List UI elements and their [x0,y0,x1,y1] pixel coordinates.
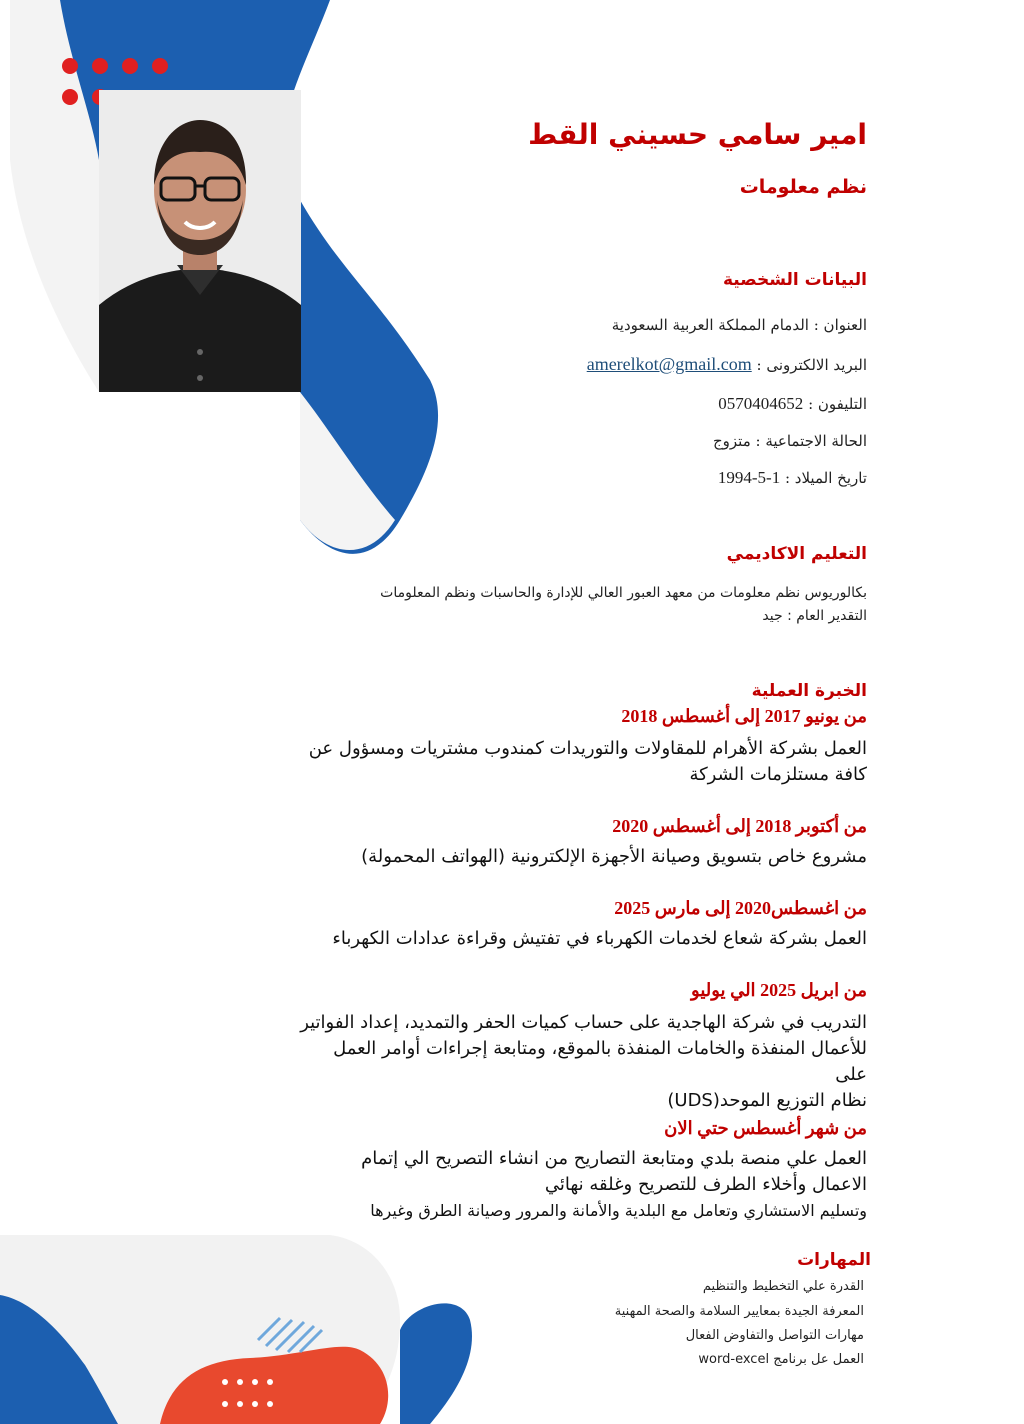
personal-heading: البيانات الشخصية [722,270,867,290]
address-value: الدمام المملكة العربية السعودية [611,316,809,334]
job-line: العمل بشركة الأهرام للمقاولات والتوريدات كمندوب مشتريات ومسؤول عن [308,738,867,759]
job-line: نظام التوزيع الموحد(UDS) [667,1090,867,1111]
job-line: للأعمال المنفذة والخامات المنفذة بالموقع، ومتابعة إجراءات أوامر العمل على [333,1038,867,1085]
education-grade: التقدير العام : جيد [762,608,867,624]
phone-value: 0570404652 [718,394,804,413]
email-line [587,354,867,375]
job-description [297,926,867,952]
phone-label: التليفون : [808,395,867,413]
job-line: كافة مستلزمات الشركة [689,764,867,785]
marital-line [713,432,867,450]
job-line: الاعمال وأخلاء الطرف للتصريح وغلقه نهائي [544,1174,867,1195]
skill-item: مهارات التواصل والتفاوض الفعال [685,1328,864,1343]
candidate-name: امير سامي حسيني القط [528,118,867,151]
skills-heading: المهارات [797,1250,871,1270]
skill-item: المعرفة الجيدة بمعايير السلامة والصحة المهنية [614,1304,864,1319]
job-description [297,1010,867,1114]
education-heading: التعليم الاكاديمي [726,544,867,564]
job-line: العمل علي منصة بلدي ومتابعة التصاريح من انشاء التصريح الي إتمام [361,1148,867,1169]
birth-value: 1994-5-1 [717,468,781,487]
marital-value: متزوج [712,432,751,450]
job-title: نظم معلومات [739,176,867,198]
address-line [612,316,867,334]
skill-item: العمل عل برنامج word-excel [698,1352,864,1367]
marital-label: الحالة الاجتماعية : [755,432,867,450]
job-description [297,844,867,870]
birth-label: تاريخ الميلاد : [784,469,867,487]
job-line: وتسليم الاستشاري وتعامل مع البلدية والأمانة والمرور وصيانة الطرق وغيرها [370,1201,867,1220]
job-line: مشروع خاص بتسويق وصيانة الأجهزة الإلكترونية (الهواتف المحمولة) [361,846,867,867]
profile-photo [99,90,301,392]
education-degree: بكالوريوس نظم معلومات من معهد العبور العالي للإدارة والحاسبات ونظم المعلومات [380,585,867,601]
job-line: التدريب في شركة الهاجدية على حساب كميات الحفر والتمديد، إعداد الفواتير [300,1012,867,1033]
email-label: البريد الالكترونى : [756,356,867,374]
job-description [297,1146,867,1224]
experience-heading: الخبرة العملية [751,681,867,701]
address-label: العنوان : [813,316,867,334]
job-period: من أكتوبر 2018 إلى أغسطس 2020 [612,816,867,836]
email-link[interactable]: amerelkot@gmail.com [586,354,752,374]
job-period: من ابريل 2025 الي يوليو [691,980,867,1000]
birth-line [718,468,867,488]
job-line: العمل بشركة شعاع لخدمات الكهرباء في تفتيش وقراءة عدادات الكهرباء [332,928,867,949]
skill-item: القدرة علي التخطيط والتنظيم [702,1279,864,1294]
bottom-blue-accent [400,1303,472,1424]
phone-line [718,394,867,414]
job-description [297,736,867,788]
job-period: من يونيو 2017 إلى أغسطس 2018 [621,706,867,726]
job-period: من شهر أغسطس حتي الان [664,1118,867,1138]
job-period: من اغسطس2020 إلى مارس 2025 [614,898,867,918]
